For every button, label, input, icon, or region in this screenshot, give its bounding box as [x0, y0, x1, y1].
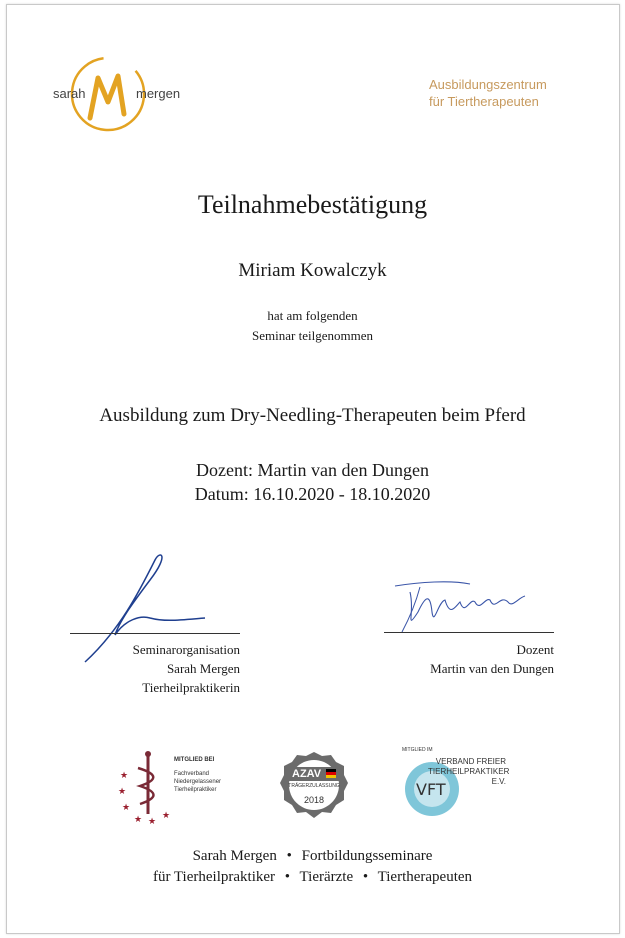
signature-line-left — [70, 633, 240, 634]
signature-left-role: Seminarorganisation — [132, 642, 240, 657]
svg-text:★: ★ — [118, 787, 127, 797]
footer-separator: • — [362, 869, 369, 885]
footer-seminars: Fortbildungsseminare — [301, 848, 433, 864]
footer-name: Sarah Mergen — [192, 848, 277, 864]
svg-text:★: ★ — [120, 771, 129, 781]
svg-text:★: ★ — [148, 817, 157, 827]
fnt-name — [174, 770, 221, 794]
svg-text:★: ★ — [162, 811, 171, 821]
footer-audience-1: für Tierheilpraktiker — [152, 869, 276, 885]
fnt-member-label: MITGLIED BEI — [174, 757, 215, 763]
signature-left-title: Tierheilpraktikerin — [142, 680, 240, 695]
fnt-name-line-2: Niedergelassener — [174, 779, 222, 785]
participation-line-2: Seminar teilgenommen — [252, 328, 373, 343]
sarah-mergen-logo — [46, 52, 186, 142]
azav-subtitle: TRÄGERZULASSUNG — [288, 783, 340, 789]
signature-caption-right — [384, 640, 554, 678]
vft-member-badge — [400, 745, 510, 825]
caduceus-icon — [118, 748, 178, 828]
logo-last-name: mergen — [136, 86, 181, 101]
footer-separator: • — [284, 869, 291, 885]
participation-line-1: hat am folgenden — [267, 308, 358, 323]
azav-year: 2018 — [303, 795, 325, 805]
signature-right-role: Dozent — [516, 642, 554, 657]
signature-right-name: Martin van den Dungen — [430, 661, 554, 676]
svg-text:★: ★ — [134, 815, 143, 825]
fnt-member-badge — [118, 748, 238, 828]
vft-mark: VFT — [416, 780, 446, 799]
vft-name-line-1: VERBAND FREIER — [435, 757, 506, 766]
svg-text:★: ★ — [122, 803, 131, 813]
azav-badge — [278, 750, 350, 822]
signature-line-right — [384, 632, 554, 633]
signature-caption-left — [70, 640, 240, 697]
seminar-title: Ausbildung zum Dry-Needling-Therapeuten beim Pferd — [99, 405, 526, 426]
footer-line-2 — [0, 867, 625, 888]
fnt-name-line-3: Tierheilpraktiker — [174, 787, 217, 793]
footer-line-1 — [0, 846, 625, 867]
vft-member-label: MITGLIED IM — [402, 747, 433, 753]
certificate-title: Teilnahmebestätigung — [197, 190, 428, 219]
participant-name: Miriam Kowalczyk — [238, 260, 387, 281]
training-center-line-2: für Tiertherapeuten — [429, 94, 539, 109]
signature-left-name: Sarah Mergen — [166, 661, 240, 676]
footer-audience-2: Tierärzte — [299, 869, 354, 885]
footer-audience-3: Tiertherapeuten — [377, 869, 473, 885]
azav-name: AZAV — [292, 768, 322, 780]
vft-name-line-3: E.V. — [491, 777, 506, 786]
lecturer-line: Dozent: Martin van den Dungen — [196, 460, 429, 480]
training-center-name — [429, 76, 589, 110]
logo-first-name: sarah — [53, 86, 86, 101]
fnt-name-line-1: Fachverband — [174, 771, 210, 777]
vft-name-line-2: TIERHEILPRAKTIKER — [428, 767, 510, 776]
date-line: Datum: 16.10.2020 - 18.10.2020 — [194, 484, 431, 504]
training-center-line-1: Ausbildungszentrum — [429, 77, 547, 92]
vft-name — [428, 757, 510, 787]
footer-separator: • — [286, 848, 292, 864]
